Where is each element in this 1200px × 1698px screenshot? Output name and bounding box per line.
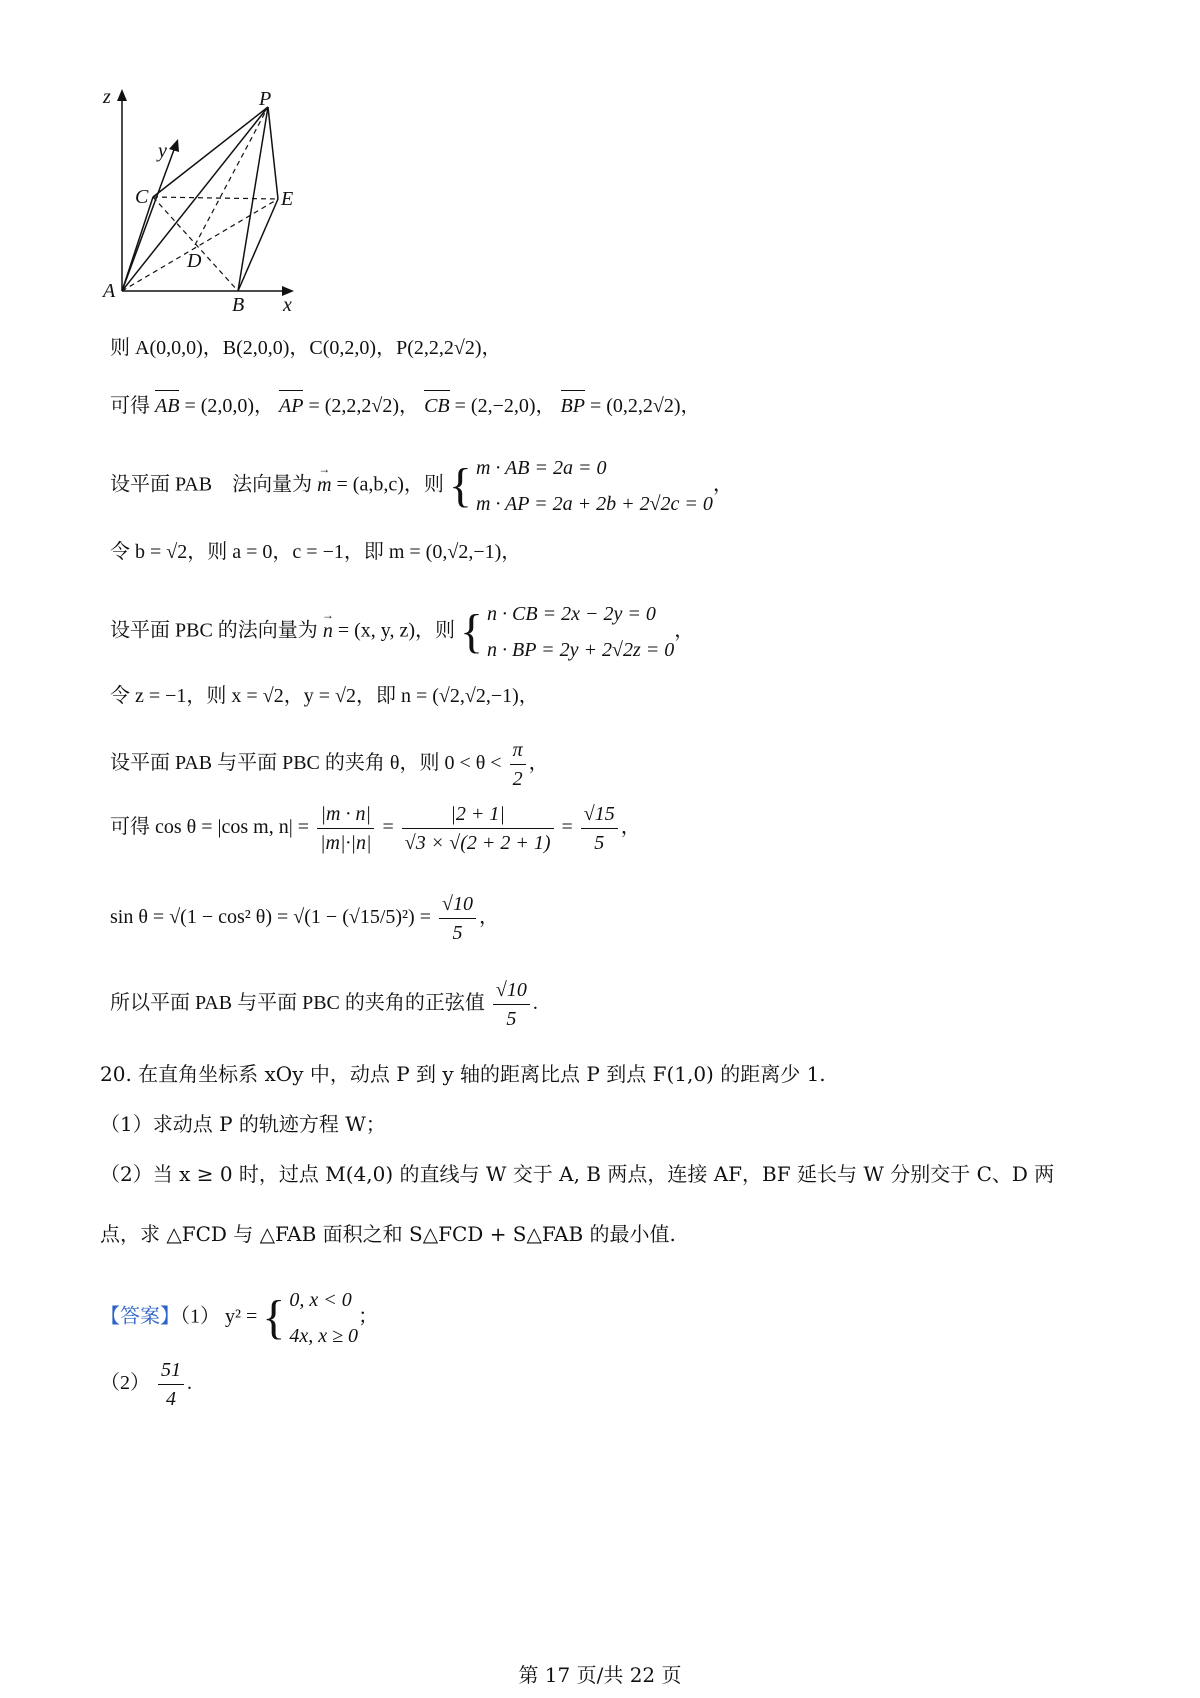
- pbc-equation-1: n · CB = 2x − 2y = 0: [487, 603, 656, 625]
- page-footer: 第 17 页/共 22 页: [518, 1663, 682, 1687]
- question-20-part-1: （1）求动点 P 的轨迹方程 W；: [100, 1112, 386, 1136]
- label-P: P: [259, 88, 272, 110]
- vectors-line: 可得 AB = (2,0,0)， AP = (2,2,2√2)， CB = (2,−2,0)， BP = (0,2,2√2)，: [110, 392, 701, 420]
- normal-n-result-line: 令 z = −1，则 x = √2，y = √2，即 n = (√2,√2,−1)，: [110, 685, 539, 707]
- label-C: C: [135, 186, 149, 208]
- question-20-part-2: （2）当 x ≥ 0 时，过点 M(4,0) 的直线与 W 交于 A, B 两点，连接 AF，BF 延长与 W 分别交于 C、D 两: [100, 1162, 1055, 1186]
- sin-theta-line: sin θ = √(1 − cos² θ) = √(1 − (√15/5)²) = $\frac{√10}{5}$ ，: [110, 890, 499, 947]
- cos-theta-line: 可得 cos θ = |cos m, n| = $\frac{|m \cdot n|}{|m|\cdot|n|}$ = $\frac{|2 + 1|}{√3 \times √(2 + 2 + 1)}$ = $\frac{√15}{5}$ ，: [110, 800, 641, 857]
- normal-m-result-line: 令 b = √2，则 a = 0，c = −1，即 m = (0,√2,−1)，: [110, 541, 522, 563]
- label-x: x: [283, 294, 292, 315]
- label-y: y: [158, 140, 167, 162]
- label-A: A: [103, 280, 116, 302]
- pab-equation-1: m · AB = 2a = 0: [475, 457, 607, 479]
- plane-pbc-normal-line: 设平面 PBC 的法向量为 n → = (x, y, z)，则 { n · CB = 2x − 2y = 0 n · BP = 2y + 2√2z = 0 ，: [110, 596, 694, 668]
- answer-case-1: 0, x < 0: [289, 1289, 352, 1311]
- answer-part-2: （2） $\frac{51}{4}$ .: [100, 1356, 192, 1413]
- label-E: E: [281, 188, 294, 210]
- angle-range-line: 设平面 PAB 与平面 PBC 的夹角 θ，则 0 < θ < $\frac{\pi}{2}$ ，: [110, 736, 549, 793]
- coordinates-line: 则 A(0,0,0)，B(2,0,0)，C(0,2,0)，P(2,2,2√2)，: [110, 337, 502, 359]
- pbc-equation-2: n · BP = 2y + 2√2z = 0: [487, 639, 675, 661]
- plane-pab-normal-line: 设平面 PAB 法向量为 m → = (a,b,c)，则 { m · AB = 2a = 0 m · AP = 2a + 2b + 2√2c = 0 ，: [110, 450, 733, 522]
- answer-part-1: 【答案】（1） y² = { 0, x < 0 4x, x ≥ 0 ；: [100, 1282, 378, 1354]
- 3d-coordinate-figure: [95, 85, 415, 315]
- question-20: 20. 在直角坐标系 xOy 中，动点 P 到 y 轴的距离比点 P 到点 F(1,0) 的距离少 1.: [100, 1062, 826, 1086]
- question-20-part-2-cont: 点，求 △FCD 与 △FAB 面积之和 S△FCD + S△FAB 的最小值.: [100, 1222, 676, 1246]
- answer-case-2: 4x, x ≥ 0: [289, 1325, 359, 1347]
- answer-label: 【答案】: [100, 1305, 180, 1328]
- label-B: B: [232, 294, 245, 315]
- label-D: D: [187, 250, 202, 272]
- pab-equation-2: m · AP = 2a + 2b + 2√2c = 0: [475, 493, 713, 515]
- conclusion-line: 所以平面 PAB 与平面 PBC 的夹角的正弦值 $\frac{√10}{5}$ .: [110, 976, 538, 1033]
- label-z: z: [103, 86, 111, 108]
